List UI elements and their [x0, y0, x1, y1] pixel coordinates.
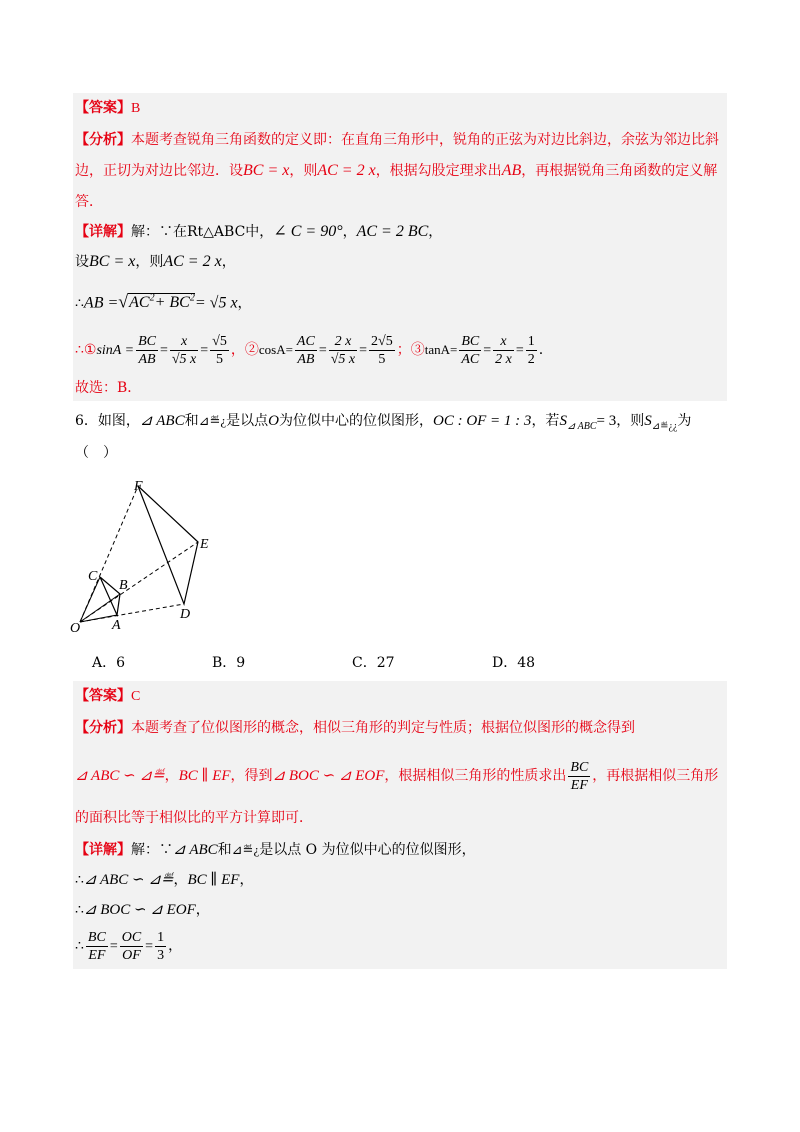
q6-paren — [75, 443, 117, 463]
analysis-text: 本题考查了位似图形的概念，相似三角形的判定与性质；根据位似图形的概念得到 — [131, 720, 635, 736]
text: ，若 — [531, 413, 560, 429]
text: x — [493, 333, 514, 351]
text: ， — [237, 295, 252, 312]
text: = — [483, 343, 492, 358]
fraction — [155, 929, 166, 964]
text: 5 — [378, 351, 386, 367]
text: x — [170, 333, 198, 351]
text: 边，正切为对边比邻边．设 — [75, 163, 243, 179]
label-D: D — [180, 607, 191, 622]
math: = √5 x — [194, 294, 238, 312]
math: ⊿ ABC — [139, 413, 185, 429]
text: OF — [122, 947, 141, 963]
q5-choose-line — [75, 378, 141, 398]
text: 解：∵ — [131, 842, 173, 858]
math: AC = 2 BC — [356, 223, 429, 240]
text: ，根据勾股定理求出 — [375, 163, 502, 179]
text: 为 — [677, 413, 692, 429]
math: ⊿≝¿ — [198, 413, 227, 428]
math: ⊿ ABC ∽ ⊿≝ — [75, 768, 165, 784]
q5-detail-line-3: ∴AB $=√AC^2+ BC^2= √5$ x， — [75, 291, 252, 312]
math: BC = x — [243, 162, 290, 179]
math: ∠ C = 90° — [273, 223, 343, 240]
q6-analysis-line-1 — [75, 718, 635, 738]
text: ；③ — [396, 342, 425, 358]
analysis-tag: 【分析】 — [75, 132, 131, 148]
text: ， — [195, 902, 210, 918]
label-A: A — [112, 618, 121, 633]
sqrt-radicand — [128, 293, 195, 311]
math: AB — [501, 162, 522, 179]
text: cosA= — [258, 342, 293, 357]
text: = — [200, 343, 209, 358]
text: . — [538, 342, 544, 358]
text: BC — [570, 759, 589, 775]
text: ， — [342, 224, 357, 240]
text: √5 x — [171, 351, 197, 367]
text: 2 — [527, 351, 535, 367]
text: √5 x — [330, 351, 356, 367]
option-d[interactable]: D．48 — [492, 655, 536, 671]
label-C: C — [88, 569, 98, 584]
text: 6．如图， — [75, 413, 140, 429]
text: ， — [173, 872, 188, 888]
fraction — [459, 333, 481, 368]
q5-answer-line — [75, 98, 140, 119]
text: ， — [164, 768, 179, 784]
math: O — [268, 413, 279, 429]
math: ⊿≝¿¿ — [651, 420, 678, 432]
text: 和 — [217, 842, 232, 858]
text: BC — [87, 929, 106, 945]
math: = 3 — [596, 413, 617, 429]
text: ∴ — [75, 872, 84, 888]
label-F: F — [134, 479, 143, 494]
q5-detail-line-4 — [75, 330, 543, 371]
triangle-DEF — [138, 486, 198, 604]
detail-tag: 【详解】 — [75, 224, 131, 240]
option-b[interactable]: B．9 — [212, 655, 246, 671]
option-c[interactable]: C．27 — [352, 655, 395, 671]
text: 2 — [189, 293, 195, 304]
analysis-tag: 【分析】 — [75, 720, 131, 736]
math: S — [559, 413, 567, 429]
text: 2√5 — [371, 333, 393, 349]
fraction — [170, 333, 198, 368]
text: ∴ — [75, 295, 84, 312]
q6-detail-line-1 — [75, 840, 476, 860]
text: ，得到 — [230, 768, 273, 784]
text: AC — [461, 351, 480, 367]
text: 5 — [216, 351, 224, 367]
text: 1 — [157, 929, 165, 945]
label-B: B — [119, 578, 128, 593]
fraction — [526, 333, 537, 368]
text: ，则 — [135, 254, 164, 270]
text: ，再根据相似三角形 — [592, 768, 719, 784]
label-E: E — [200, 537, 209, 552]
text: 答． — [75, 194, 103, 210]
text: ∴① — [75, 342, 97, 358]
text: ∴ — [75, 902, 84, 918]
text: BC — [461, 333, 480, 349]
answer-tag: 【答案】 — [75, 100, 131, 116]
text: ∴ — [75, 938, 84, 954]
text: 的面积比等于相似比的平方计算即可． — [75, 810, 313, 826]
q6-analysis-line-3 — [75, 808, 313, 828]
choose-text: 故选：B． — [75, 380, 142, 396]
answer-tag: 【答案】 — [75, 688, 131, 704]
text: ， — [221, 254, 236, 270]
fraction — [369, 333, 395, 368]
math: BC ∥ EF — [187, 872, 240, 888]
math: BC ∥ EF — [178, 768, 231, 784]
fraction — [86, 929, 108, 964]
analysis-text: 本题考查锐角三角函数的定义即：在直角三角形中，锐角的正弦为对边比斜边，余弦为邻边比斜 — [131, 132, 719, 148]
math: S — [644, 413, 652, 429]
q5-analysis-line-1 — [75, 130, 719, 150]
math: OC : OF = 1 : 3 — [432, 413, 532, 429]
text: 设 — [75, 254, 89, 270]
math: ⊿ BOC ∽ ⊿ EOF — [272, 768, 385, 784]
fraction — [136, 333, 158, 368]
text: 1 — [527, 333, 535, 349]
text: = — [159, 343, 168, 358]
text: ， — [428, 224, 443, 240]
q6-detail-line-2 — [75, 870, 253, 890]
text: AB — [138, 351, 156, 367]
text: = — [359, 343, 368, 358]
answer-value: B — [131, 101, 141, 116]
text: （ ） — [75, 445, 117, 461]
math: ⊿ BOC ∽ ⊿ EOF — [83, 902, 196, 918]
fraction — [568, 759, 590, 794]
fraction — [493, 333, 514, 368]
answer-value: C — [131, 689, 141, 704]
q5-analysis-line-3 — [75, 192, 103, 212]
math: ⊿ ABC ∽ ⊿≝ — [83, 872, 174, 888]
text: 是以点 O 为位似中心的位似图形， — [259, 842, 476, 858]
fraction — [329, 333, 357, 368]
text: = — [145, 939, 154, 954]
q6-stem — [75, 411, 691, 437]
text: 2 x — [495, 351, 512, 367]
fraction — [210, 333, 229, 368]
q5-detail-line-1 — [75, 222, 442, 242]
text: ， — [239, 872, 254, 888]
q5-analysis-line-2 — [75, 161, 717, 181]
detail-tag: 【详解】 — [75, 842, 131, 858]
text: tanA= — [424, 342, 458, 357]
text: + BC — [154, 294, 190, 312]
q5-detail-line-2 — [75, 252, 236, 272]
text: ， — [168, 938, 183, 954]
label-O: O — [70, 621, 81, 636]
math: ⊿≝¿ — [231, 842, 260, 857]
text: ，② — [230, 342, 259, 358]
text: ，根据相似三角形的性质求出 — [384, 768, 567, 784]
math: BC = x — [89, 253, 136, 270]
text: 2 x — [329, 333, 357, 351]
text: BC — [138, 333, 156, 349]
text: ，则 — [289, 163, 318, 179]
text: = — [515, 343, 524, 358]
text: AC — [296, 333, 315, 349]
option-a[interactable]: A．6 — [92, 655, 126, 671]
text: √5 — [212, 333, 227, 349]
text: EF — [88, 947, 106, 963]
text: AC — [129, 294, 150, 312]
q6-analysis-line-2 — [75, 756, 718, 796]
math: ⊿ ABC — [566, 420, 597, 432]
text: AB — [297, 351, 315, 367]
text: 是以点 — [226, 413, 269, 429]
q6-detail-line-4 — [75, 926, 182, 967]
text: 2 — [149, 293, 155, 304]
q6-detail-line-3 — [75, 900, 210, 920]
text: = — [318, 343, 327, 358]
text: 和 — [184, 413, 199, 429]
math: ⊿ ABC — [173, 842, 218, 858]
text: ，则 — [616, 413, 645, 429]
fraction — [120, 929, 143, 964]
text: EF — [570, 777, 588, 793]
q6-answer-line — [75, 686, 140, 707]
math: AC = 2 x — [317, 162, 376, 179]
math: AC = 2 x — [163, 253, 222, 270]
text: 解：∵在Rt△ABC中， — [131, 224, 274, 240]
text: 为位似中心的位似图形， — [278, 413, 433, 429]
text: 3 — [157, 947, 165, 963]
math: AB = — [83, 294, 119, 312]
math: sinA = — [96, 343, 135, 358]
text: = — [109, 939, 118, 954]
q6-figure — [70, 476, 220, 636]
fraction — [295, 333, 317, 368]
text: ，再根据锐角三角函数的定义解 — [521, 163, 718, 179]
text: OC — [121, 929, 142, 945]
